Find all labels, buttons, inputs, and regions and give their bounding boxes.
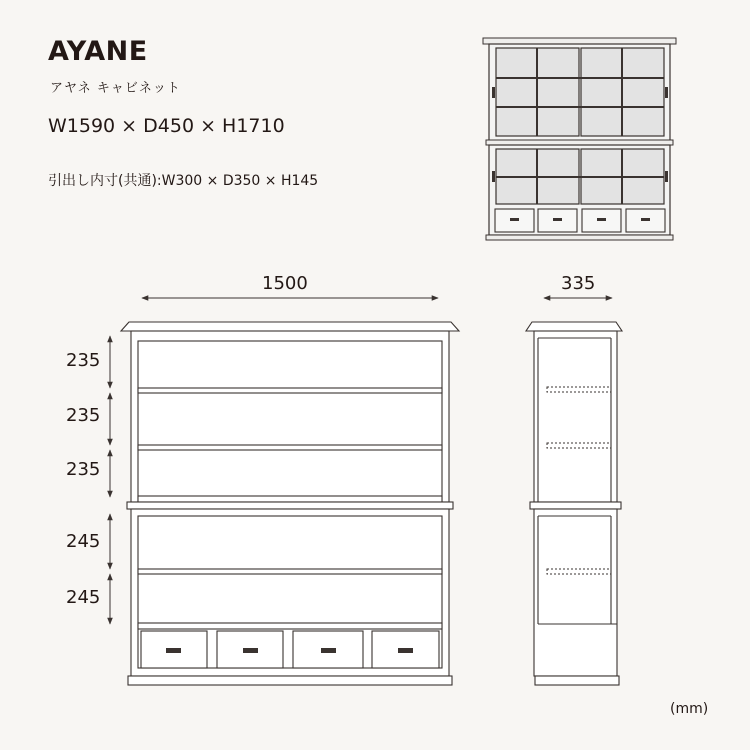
shelf-height-label: 245 [66, 587, 101, 608]
front-view-drawing [121, 322, 459, 685]
product-title: AYANE [48, 36, 148, 67]
shelf-height-label: 245 [66, 531, 101, 552]
drawer-inner-dimensions: 引出し内寸(共通):W300 × D350 × H145 [48, 173, 319, 189]
shelf-height-label: 235 [66, 350, 101, 371]
unit-note: (mm) [670, 701, 709, 717]
depth-dimension-label: 335 [561, 273, 596, 294]
side-view-drawing [526, 322, 622, 685]
product-dimensions: W1590 × D450 × H1710 [48, 115, 285, 137]
shelf-height-label: 235 [66, 405, 101, 426]
cabinet-thumbnail [483, 38, 676, 240]
shelf-height-label: 235 [66, 459, 101, 480]
product-subtitle: アヤネ キャビネット [50, 81, 181, 96]
width-dimension-label: 1500 [262, 273, 308, 294]
